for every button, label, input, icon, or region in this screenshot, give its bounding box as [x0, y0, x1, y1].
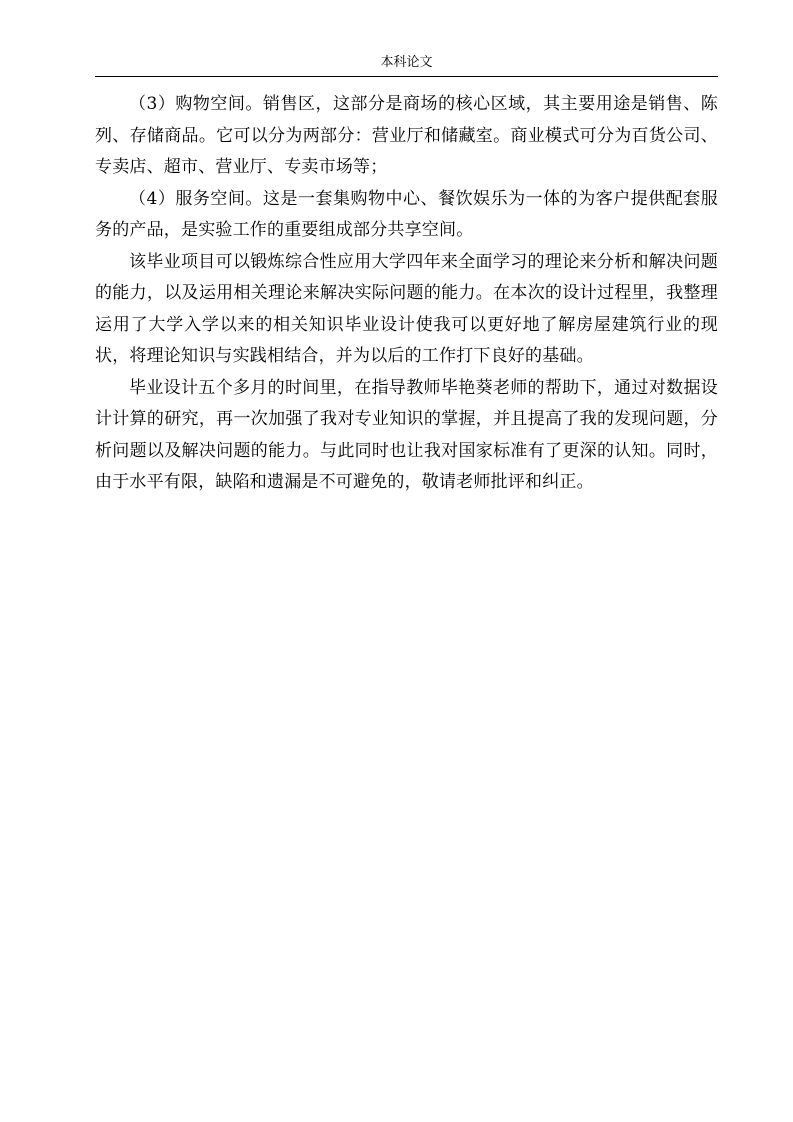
- page-header-title: 本科论文: [380, 55, 433, 70]
- header-divider: [95, 76, 718, 77]
- body-text: [95, 89, 718, 499]
- paragraph-service-space: （4）服务空间。这是一套集购物中心、餐饮娱乐为一体的为客户提供配套服务的产品，是实验工作的重要组成部分共享空间。: [95, 188, 718, 240]
- paragraph-project-summary: 该毕业项目可以锻炼综合性应用大学四年来全面学习的理论来分析和解决问题的能力，以及运用相关理论来解决实际问题的能力。在本次的设计过程里，我整理运用了大学入学以来的相关知识毕业设计使我可以更好地了解房屋建筑行业的现状，将理论知识与实践相结合，并为以后的工作打下良好的基础。: [95, 251, 718, 366]
- paragraph-shopping-space: （3）购物空间。销售区，这部分是商场的核心区域，其主要用途是销售、陈列、存储商品。它可以分为两部分：营业厅和储藏室。商业模式可分为百货公司、专卖店、超市、营业厅、专卖市场等；: [95, 94, 718, 177]
- paragraph-acknowledgement: 毕业设计五个多月的时间里，在指导教师毕艳葵老师的帮助下，通过对数据设计计算的研究，再一次加强了我对专业知识的掌握，并且提高了我的发现问题，分析问题以及解决问题的能力。与此同时也让我对国家标准有了更深的认知。同时，由于水平有限，缺陷和遗漏是不可避免的，敬请老师批评和纠正。: [95, 377, 718, 492]
